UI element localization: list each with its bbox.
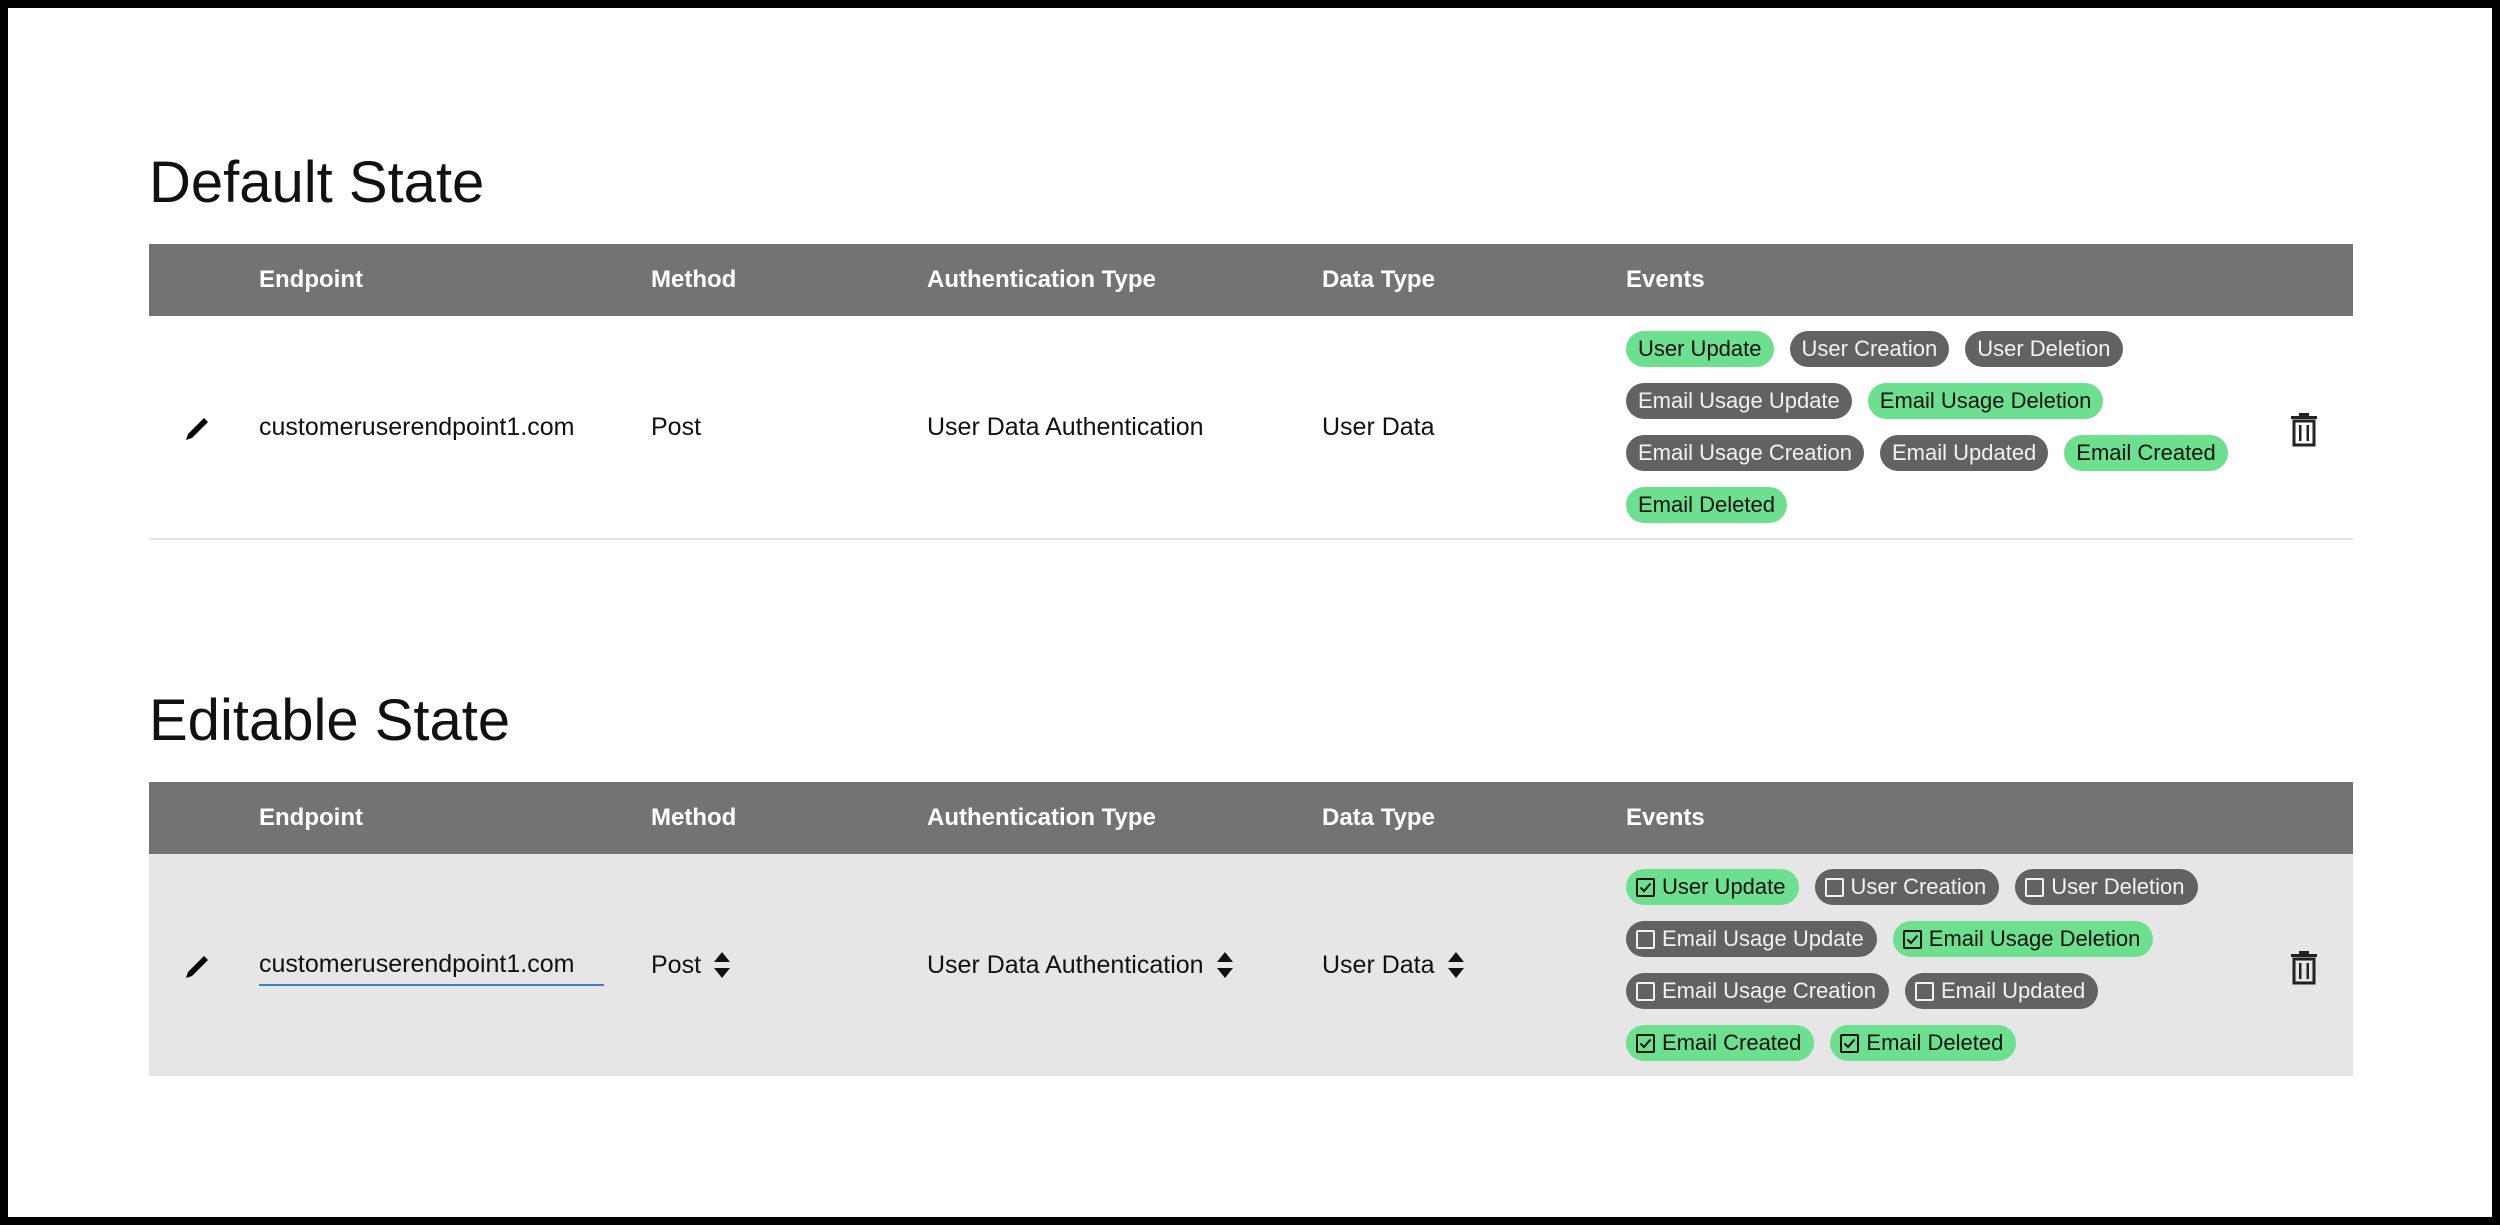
event-chip[interactable] bbox=[1626, 383, 1852, 419]
checkbox-empty-icon[interactable] bbox=[1636, 930, 1655, 949]
column-header-events: Events bbox=[1626, 804, 1705, 831]
event-chip-label: User Creation bbox=[1850, 874, 1987, 899]
event-chip-label: Email Updated bbox=[1891, 440, 2037, 465]
table-header bbox=[149, 244, 2353, 316]
checkbox-checked-icon[interactable] bbox=[1903, 930, 1922, 949]
event-checkbox-chip[interactable] bbox=[1815, 869, 2000, 905]
event-chip[interactable] bbox=[1790, 331, 1950, 367]
table-row-editing bbox=[149, 854, 2353, 1076]
event-checkbox-chip[interactable] bbox=[1626, 921, 1877, 957]
sort-arrows-icon bbox=[1447, 950, 1465, 980]
data-type-cell bbox=[1322, 316, 1435, 538]
event-chip-label: Email Usage Deletion bbox=[1928, 926, 2141, 951]
pencil-icon bbox=[179, 949, 215, 985]
endpoint-value: customeruserendpoint1.com bbox=[259, 412, 575, 441]
event-chip[interactable] bbox=[1965, 331, 2122, 367]
event-chip-label: Email Created bbox=[2076, 440, 2216, 465]
auth-value: User Data Authentication bbox=[927, 412, 1204, 441]
auth-select[interactable] bbox=[927, 950, 1234, 980]
event-chip-label: User Deletion bbox=[1977, 336, 2111, 361]
method-cell bbox=[651, 854, 731, 1076]
trash-icon bbox=[2289, 950, 2319, 986]
event-chip-label: Email Usage Creation bbox=[1662, 978, 1876, 1003]
event-chip[interactable] bbox=[1626, 435, 1864, 471]
event-chip[interactable] bbox=[1626, 487, 1787, 523]
event-checkbox-list bbox=[1626, 869, 2266, 1061]
event-chip-list bbox=[1626, 331, 2266, 523]
event-chip-label: Email Usage Creation bbox=[1638, 440, 1852, 465]
column-header-endpoint: Endpoint bbox=[259, 804, 363, 831]
sort-arrows-icon bbox=[1216, 950, 1234, 980]
event-chip[interactable] bbox=[1880, 435, 2048, 471]
edit-button[interactable] bbox=[179, 949, 215, 985]
default-state-section bbox=[149, 148, 2353, 517]
event-checkbox-chip[interactable] bbox=[1830, 1025, 2016, 1061]
checkbox-empty-icon[interactable] bbox=[1825, 878, 1844, 897]
data-type-select-value: User Data bbox=[1322, 950, 1435, 979]
column-header-endpoint: Endpoint bbox=[259, 266, 363, 293]
method-value: Post bbox=[651, 412, 702, 441]
event-chip-label: Email Updated bbox=[1940, 978, 2086, 1003]
delete-button[interactable] bbox=[2289, 950, 2319, 986]
checkbox-empty-icon[interactable] bbox=[1915, 982, 1934, 1001]
column-header-auth: Authentication Type bbox=[927, 266, 1156, 293]
endpoint-cell bbox=[259, 316, 574, 538]
delete-button[interactable] bbox=[2289, 412, 2319, 448]
method-select[interactable] bbox=[651, 950, 731, 980]
auth-select-value: User Data Authentication bbox=[927, 950, 1204, 979]
column-header-data-type: Data Type bbox=[1322, 266, 1435, 293]
column-header-method: Method bbox=[651, 266, 737, 293]
section-title-default: Default State bbox=[149, 150, 485, 215]
data-type-select[interactable] bbox=[1322, 950, 1465, 980]
event-chip-label: Email Created bbox=[1662, 1030, 1802, 1055]
event-chip[interactable] bbox=[1868, 383, 2104, 419]
event-chip-label: Email Deleted bbox=[1866, 1030, 2004, 1055]
pencil-icon bbox=[179, 411, 215, 447]
event-chip-label: Email Usage Deletion bbox=[1879, 388, 2092, 413]
events-cell bbox=[1626, 854, 2266, 1076]
checkbox-empty-icon[interactable] bbox=[1636, 982, 1655, 1001]
checkbox-checked-icon[interactable] bbox=[1636, 878, 1655, 897]
event-chip-label: User Deletion bbox=[2051, 874, 2185, 899]
page-canvas bbox=[8, 8, 2492, 1217]
event-chip[interactable] bbox=[1626, 331, 1774, 367]
table-header bbox=[149, 782, 2353, 854]
event-checkbox-chip[interactable] bbox=[1905, 973, 2098, 1009]
trash-icon bbox=[2289, 412, 2319, 448]
endpoint-cell bbox=[259, 854, 604, 1076]
method-cell bbox=[651, 316, 701, 538]
table-row bbox=[149, 316, 2353, 540]
method-select-value: Post bbox=[651, 950, 702, 979]
data-type-cell bbox=[1322, 854, 1465, 1076]
event-checkbox-chip[interactable] bbox=[1626, 1025, 1814, 1061]
events-cell bbox=[1626, 316, 2266, 538]
endpoint-input[interactable] bbox=[259, 944, 604, 986]
editable-state-section bbox=[149, 686, 2353, 1055]
column-header-events: Events bbox=[1626, 266, 1705, 293]
column-header-method: Method bbox=[651, 804, 737, 831]
auth-cell bbox=[927, 854, 1234, 1076]
edit-button[interactable] bbox=[179, 411, 215, 447]
event-checkbox-chip[interactable] bbox=[1626, 869, 1799, 905]
event-chip-label: Email Deleted bbox=[1638, 492, 1775, 517]
checkbox-empty-icon[interactable] bbox=[2025, 878, 2044, 897]
event-chip-label: User Update bbox=[1662, 874, 1786, 899]
event-chip-label: User Update bbox=[1638, 336, 1762, 361]
column-header-data-type: Data Type bbox=[1322, 804, 1435, 831]
event-chip-label: User Creation bbox=[1801, 336, 1938, 361]
auth-cell bbox=[927, 316, 1204, 538]
event-chip-label: Email Usage Update bbox=[1662, 926, 1864, 951]
sort-arrows-icon bbox=[713, 950, 731, 980]
section-title-editable: Editable State bbox=[149, 688, 511, 753]
checkbox-checked-icon[interactable] bbox=[1636, 1034, 1655, 1053]
checkbox-checked-icon[interactable] bbox=[1840, 1034, 1859, 1053]
column-header-auth: Authentication Type bbox=[927, 804, 1156, 831]
event-chip[interactable] bbox=[2064, 435, 2227, 471]
event-chip-label: Email Usage Update bbox=[1638, 388, 1840, 413]
event-checkbox-chip[interactable] bbox=[1626, 973, 1889, 1009]
data-type-value: User Data bbox=[1322, 412, 1435, 441]
event-checkbox-chip[interactable] bbox=[2015, 869, 2197, 905]
event-checkbox-chip[interactable] bbox=[1893, 921, 2154, 957]
